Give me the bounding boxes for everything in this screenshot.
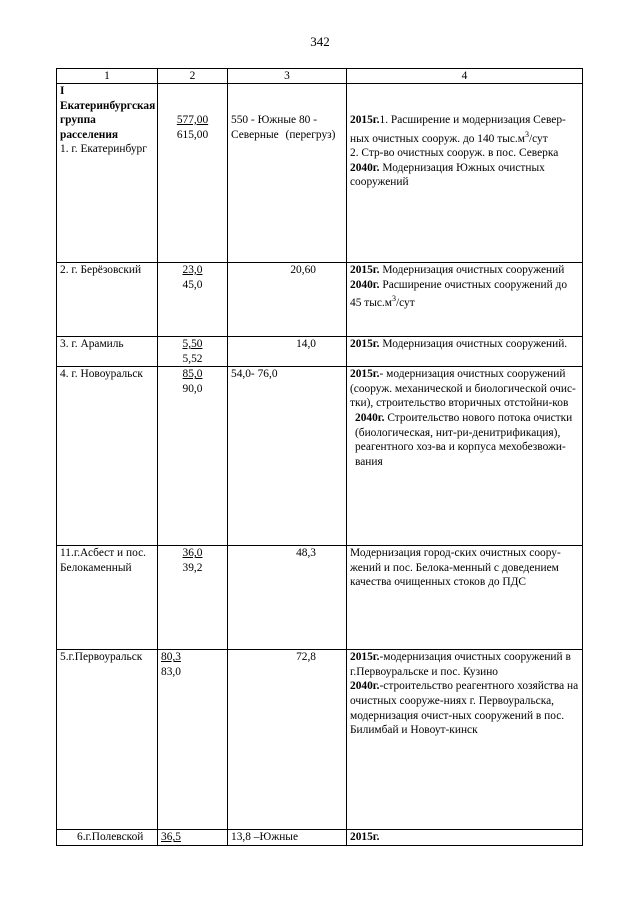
value-top: 36,0 [182,547,203,560]
year-label: 2015г. [350,114,380,126]
row-name: 1. г. Екатеринбург [60,143,147,156]
col3-line: 72,8 [296,651,316,664]
cell-name [57,337,158,367]
value-top: 23,0 [182,264,203,276]
header-col-3: 3 [228,69,347,84]
row-name: 4. г. Новоуральск [60,368,143,381]
value-bottom: 615,00 [176,128,209,141]
cell-col3 [228,546,347,650]
cell-values [158,337,228,367]
col3-line: 54,0- 76,0 [231,368,278,381]
row-name: 5.г.Первоуральск [60,651,143,664]
year-label: 2015г. [350,264,380,276]
col3-line: 80 - Северные [231,114,318,141]
col3-line: 550 - Южные [231,114,297,126]
year-label: 2015г. [350,368,380,381]
header-col-2: 2 [158,69,228,84]
table-row [57,263,583,337]
year-label: 2015г. [350,651,380,664]
measure-text: -модернизация очистных сооружений в г.Первоуральске и пос. Кузино [350,651,571,678]
superscript: 3 [391,294,396,304]
cell-col3 [228,263,347,337]
cell-values [158,830,228,846]
measure-block [350,278,579,311]
measure-text: Расширение очистных сооружений до 45 тыс.м [350,278,568,309]
col3-line: 13,8 –Южные [231,831,298,844]
value-top: 5,50 [182,338,203,350]
table-row [57,546,583,650]
measure-block [350,679,579,737]
row-name: 6.г.Полевской [77,831,144,844]
measure-text: Модернизация очистных сооружений. [379,338,568,350]
table-row [57,367,583,546]
measure-block [350,367,579,411]
cell-name [57,830,158,846]
table-row [57,650,583,830]
year-label: 2040г. [350,680,380,693]
year-label: 2040г. [355,411,385,424]
header-col-1: 1 [57,69,158,84]
cell-name [57,367,158,546]
measure-text: -строительство реагентного хозяйства на очистных сооруже-ниях г. Первоуральска, модернизация очист-ных сооружений в пос. Билимбай и Новоут-кинск [350,680,579,737]
cell-col4 [347,546,583,650]
cell-col3 [228,84,347,263]
cell-col4 [347,650,583,830]
col3-line: (перегруз) [285,128,336,141]
measure-text: - модернизация очистных сооружений (сооруж. механической и биологической очис-тки), строительство вторичных отстойни-ков [350,368,576,410]
value-bottom: 45,0 [182,278,203,291]
superscript: 3 [524,129,529,139]
cell-col4 [347,84,583,263]
cell-name [57,263,158,337]
cell-col4 [347,337,583,367]
measure-block [350,146,579,161]
measure-text: Модернизация Южных очистных сооружений [350,161,545,189]
header-col-4: 4 [347,69,583,84]
year-label: 2040г. [350,278,380,291]
measure-text: 1. Расширение и модернизация Север-ных очистных сооруж. до 140 тыс.м [350,114,566,145]
year-label: 2015г. [350,831,380,844]
table-row [57,830,583,846]
year-label: 2040г. [350,161,380,174]
measure-block [350,161,579,190]
value-bottom: 5,52 [182,352,203,365]
cell-values [158,367,228,546]
row-name: 3. г. Арамиль [60,338,124,350]
measure-text: 2. Стр-во очистных сооруж. в пос. Северка [350,146,559,159]
value-top: 577,00 [176,114,209,126]
cell-values [158,546,228,650]
value-bottom: 83,0 [161,665,181,678]
measure-text: /сут [395,296,415,309]
cell-name [57,84,158,263]
row-name: 2. г. Берёзовский [60,264,142,276]
cell-values [158,650,228,830]
col3-line: 14,0 [296,338,316,350]
settlement-table [56,68,583,846]
value-bottom: 39,2 [182,561,203,574]
measure-block [350,263,579,278]
year-label: 2015г. [350,338,380,350]
cell-col3 [228,337,347,367]
measure-text: Модернизация город-ских очистных соору-жений и пос. Белока-менный с доведением качества очищенных стоков до ПДС [350,547,561,589]
cell-name [57,546,158,650]
cell-col3 [228,830,347,846]
table-row [57,337,583,367]
cell-values [158,84,228,263]
cell-col4 [347,263,583,337]
cell-col3 [228,650,347,830]
cell-values [158,263,228,337]
measure-block [350,830,579,845]
cell-name [57,650,158,830]
measure-text: Модернизация очистных сооружений [379,264,565,276]
header-row [57,69,583,84]
table-row [57,84,583,263]
measure-block [350,113,579,146]
cell-col4 [347,367,583,546]
measure-block [350,411,579,469]
measure-block [350,337,579,352]
value-bottom: 90,0 [182,382,203,395]
value-top: 85,0 [182,368,203,381]
measure-block [350,546,579,590]
cell-col4 [347,830,583,846]
col3-line: 20,60 [290,264,316,276]
value-top: 80,3 [161,651,181,664]
row-name: 11.г.Асбест и пос. Белокаменный [60,547,146,574]
measure-text: Строительство нового потока очистки (биологическая, нит-ри-денитрификация), реагентного хоз-ва и корпуса мехобезвожи-вания [355,411,573,468]
page-number: 342 [310,34,330,49]
cell-col3 [228,367,347,546]
group-title: I Екатеринбургская группа расселения [60,85,156,141]
value-top: 36,5 [161,831,181,844]
measure-block [350,650,579,679]
measure-text: /сут [528,132,548,145]
col3-line: 48,3 [296,547,316,560]
